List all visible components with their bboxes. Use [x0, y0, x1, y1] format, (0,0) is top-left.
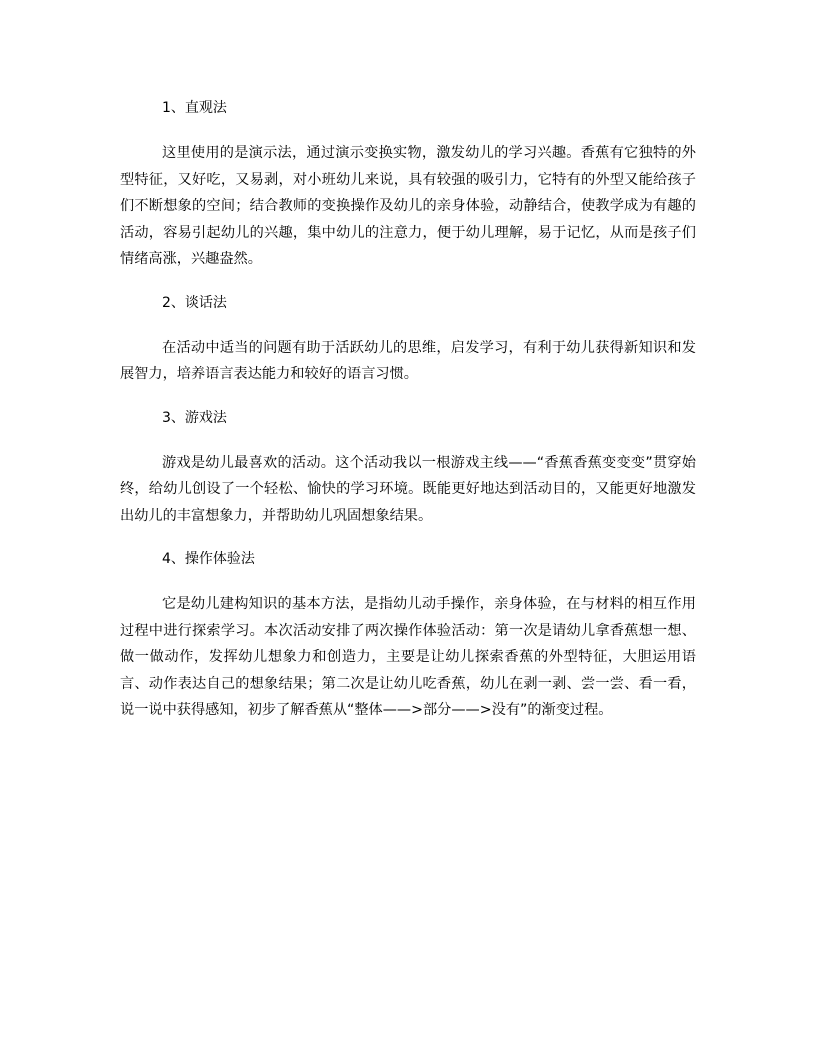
section-paragraph: 这里使用的是演示法，通过演示变换实物，激发幼儿的学习兴趣。香蕉有它独特的外型特征，又好吃，又易剥，对小班幼儿来说，具有较强的吸引力，它特有的外型又能给孩子们不断想象的空间；结合教师的变换操作及幼儿的亲身体验，动静结合，使教学成为有趣的活动，容易引起幼儿的兴趣，集中幼儿的注意力，便于幼儿理解，易于记忆，从而是孩子们情绪高涨，兴趣盎然。 [120, 145, 696, 267]
document-page [120, 96, 696, 742]
section-heading: 3、游戏法 [162, 409, 227, 426]
section-paragraph: 游戏是幼儿最喜欢的活动。这个活动我以一根游戏主线——“香蕉香蕉变变变”贯穿始终，给幼儿创设了一个轻松、愉快的学习环境。既能更好地达到活动目的，又能更好地激发出幼儿的丰富想象力，并帮助幼儿巩固想象结果。 [120, 454, 696, 524]
section-paragraph: 在活动中适当的问题有助于活跃幼儿的思维，启发学习，有利于幼儿获得新知识和发展智力，培养语言表达能力和较好的语言习惯。 [120, 339, 696, 382]
section-intuitive-method [120, 96, 696, 273]
section-paragraph: 它是幼儿建构知识的基本方法，是指幼儿动手操作，亲身体验，在与材料的相互作用过程中进行探索学习。本次活动安排了两次操作体验活动：第一次是请幼儿拿香蕉想一想、做一做动作，发挥幼儿想象力和创造力，主要是让幼儿探索香蕉的外型特征，大胆运用语言、动作表达自己的想象结果；第二次是让幼儿吃香蕉，幼儿在剥一剥、尝一尝、看一看，说一说中获得感知，初步了解香蕉从“整体——>部分——>没有”的渐变过程。 [120, 596, 696, 718]
section-heading: 1、直观法 [162, 100, 227, 116]
section-heading: 4、操作体验法 [162, 551, 255, 567]
section-conversation-method [120, 291, 696, 388]
section-heading: 2、谈话法 [162, 294, 227, 311]
section-hands-on-method [120, 547, 696, 724]
section-game-method [120, 406, 696, 530]
